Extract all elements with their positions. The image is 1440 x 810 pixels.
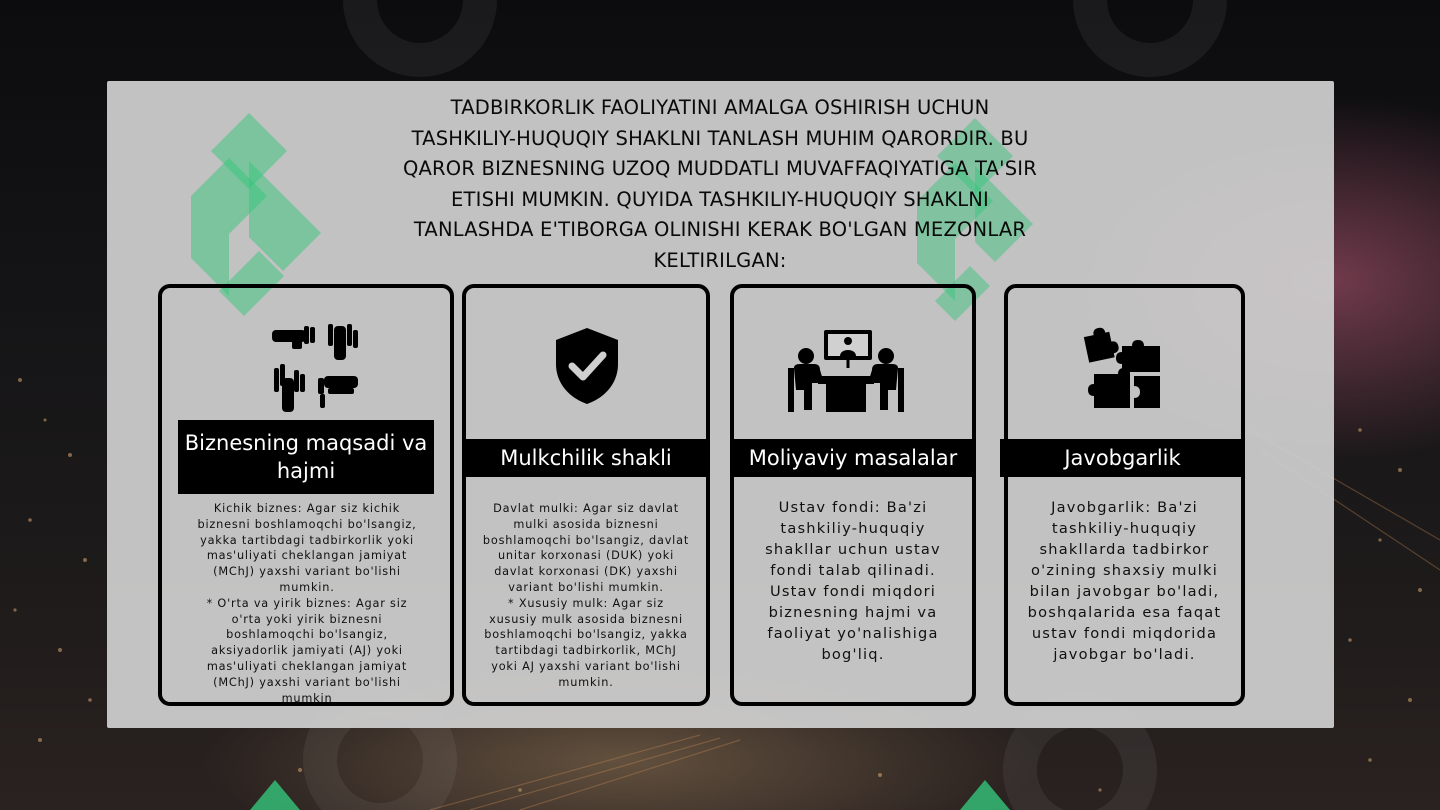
card-title: Moliyaviy masalalar xyxy=(730,439,976,477)
card-body-text: Javobgarlik: Ba'zi tashkiliy-huquqiy shakllarda tadbirkor o'zining shaxsiy mulki bilan javobgar bo'ladi, boshqalarida esa faqat ustav fondi miqdorida javobgar bo'ladi. xyxy=(1027,499,1222,663)
puzzle-pieces-icon xyxy=(1082,326,1164,410)
meeting-table-icon xyxy=(786,328,906,414)
card-financial-issues xyxy=(730,284,976,706)
card-body-text: Kichik biznes: Agar siz kichik biznesni boshlamoqchi bo'lsangiz, yakka tartibdagi tadbirkorlik yoki mas'uliyati cheklangan jamiyat (MChJ) yaxshi variant bo'lishi mumkin. * O'rta va yirik biznes: Agar siz o'rta yoki yirik biznesni boshlamoqchi bo'lsangiz, aksiyadorlik jamiyati (AJ) yoki mas'uliyati cheklangan jamiyat (MChJ) yaxshi variant bo'lishi mumkin xyxy=(197,502,417,705)
shield-check-icon xyxy=(554,326,620,406)
card-title: Mulkchilik shakli xyxy=(462,439,710,477)
hands-teamwork-icon xyxy=(270,324,360,414)
card-business-goal xyxy=(158,284,454,706)
card-title: Javobgarlik xyxy=(1000,439,1245,477)
card-ownership-form xyxy=(462,284,710,706)
content-panel xyxy=(107,81,1334,728)
intro-text: TADBIRKORLIK FAOLIYATINI AMALGA OSHIRISH UCHUN TASHKILIY-HUQUQIY SHAKLNI TANLASH MUHIM QARORDIR. BU QAROR BIZNESNING UZOQ MUDDATLI MUVAFFAQIYATIGA TA'SIR ETISHI MUMKIN. QUYIDA TASHKILIY-HUQUQIY SHAKLNI TANLASHDA E'TIBORGA OLINISHI KERAK BO'LGAN MEZONLAR KELTIRILGAN: xyxy=(402,96,1038,272)
card-liability xyxy=(1004,284,1245,706)
card-body-text: Ustav fondi: Ba'zi tashkiliy-huquqiy shakllar uchun ustav fondi talab qilinadi. Ustav fondi miqdori biznesning hajmi va faoliyat yo'nalishiga bog'liq. xyxy=(765,499,941,663)
card-title: Biznesning maqsadi va hajmi xyxy=(178,420,434,494)
card-body-text: Davlat mulki: Agar siz davlat mulki asosida biznesni boshlamoqchi bo'lsangiz, davlat unitar korxonasi (DUK) yoki davlat korxonasi (DK) yaxshi variant bo'lishi mumkin. * Xususiy mulk: Agar siz xususiy mulk asosida biznesni boshlamoqchi bo'lsangiz, yakka tartibdagi tadbirkorlik, MChJ yoki AJ yaxshi variant bo'lishi mumkin. xyxy=(482,502,690,689)
